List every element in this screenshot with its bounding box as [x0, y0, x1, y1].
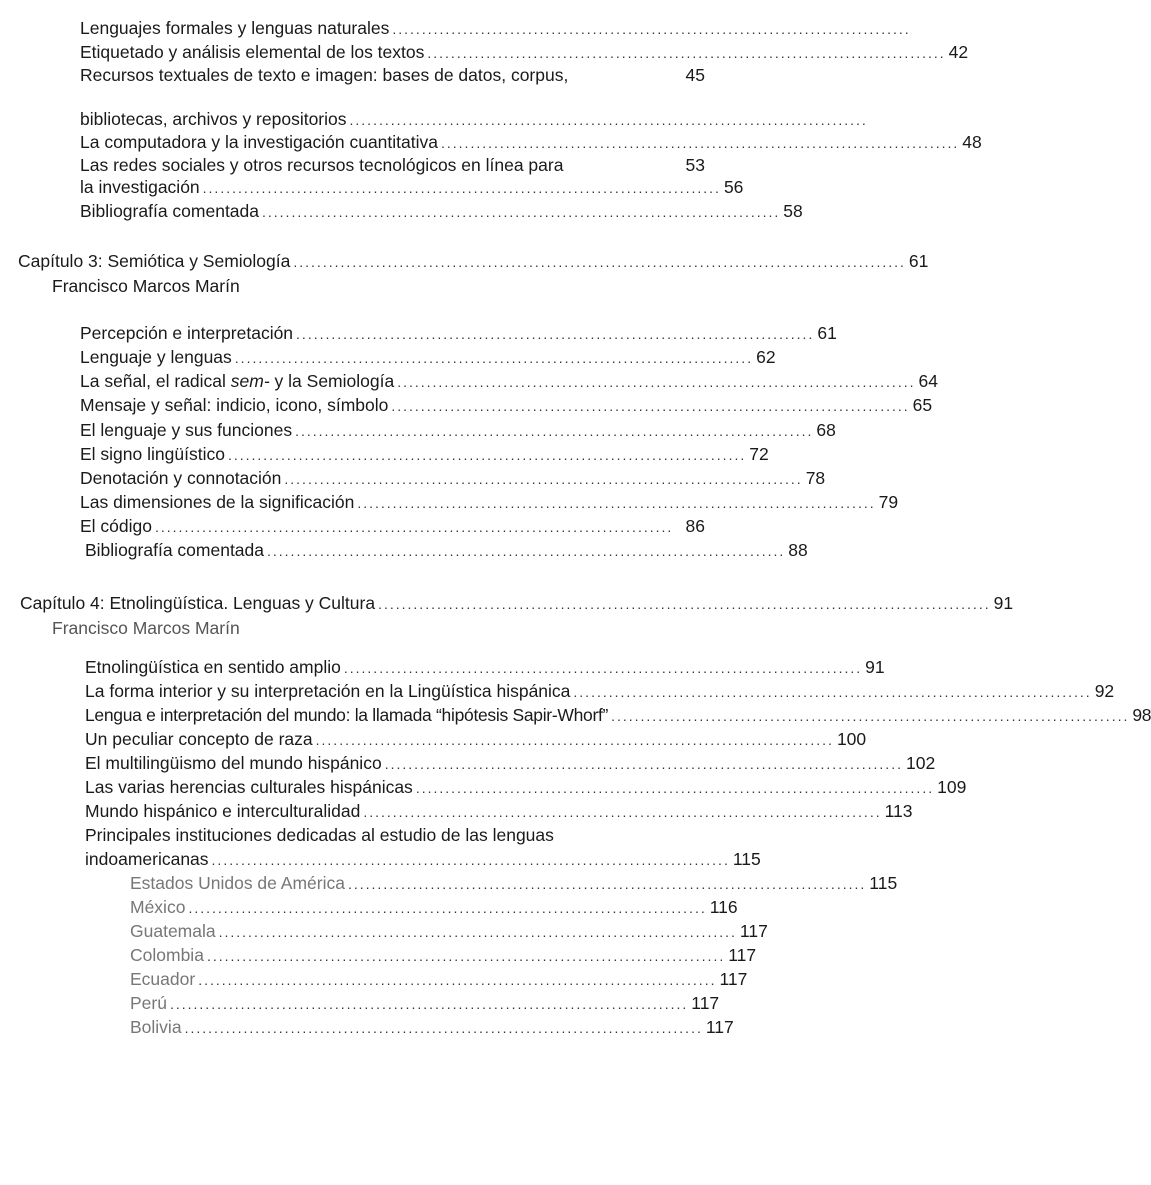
toc-entry-title: indoamericanas — [85, 849, 209, 869]
toc-entry-page: 113 — [884, 801, 913, 821]
toc-subentry — [130, 872, 898, 895]
toc-entry — [85, 800, 913, 823]
toc-entry-page: 53 — [685, 155, 705, 175]
toc-subentry-title: Estados Unidos de América — [130, 873, 345, 893]
toc-subentry-title: Guatemala — [130, 921, 216, 941]
toc-entry-page: 65 — [912, 395, 933, 415]
toc-entry — [80, 419, 836, 442]
toc-subentry-page: 117 — [719, 969, 748, 989]
toc-subentry-title: Perú — [130, 993, 167, 1013]
toc-subentry-title: Colombia — [130, 945, 204, 965]
toc-entry-page: 109 — [937, 777, 967, 797]
toc-entry-page: 72 — [749, 444, 769, 464]
toc-subentry-page: 115 — [869, 873, 898, 893]
toc-entry-title: Las varias herencias culturales hispánicas — [85, 777, 413, 797]
leader-dots: ........................................................................................ — [415, 780, 935, 796]
toc-entry-page: 115 — [732, 849, 761, 869]
leader-dots: ........................................................................................ — [392, 21, 911, 37]
toc-entry-page: 100 — [836, 729, 867, 749]
leader-dots: ........................................................................................ — [384, 756, 903, 772]
toc-subentry-title: México — [130, 897, 186, 917]
toc-entry — [85, 728, 867, 751]
toc-entry — [85, 704, 1151, 727]
toc-entry — [80, 131, 982, 154]
leader-dots: ........................................................................................................ — [378, 596, 991, 612]
toc-entry-page: 92 — [1094, 681, 1115, 701]
toc-entry-page: 88 — [788, 540, 808, 560]
toc-entry-page: 45 — [685, 65, 705, 85]
chapter-author: Francisco Marcos Marín — [52, 276, 240, 296]
leader-dots: ........................................................................................ — [206, 948, 726, 964]
toc-subentry — [130, 1016, 734, 1039]
toc-entry-title: Recursos textuales de texto e imagen: bases de datos, corpus, — [80, 65, 569, 85]
toc-entry-title: Percepción e interpretación — [80, 323, 294, 343]
leader-dots: ........................................................................................ — [611, 708, 1130, 724]
toc-entry-page: 61 — [817, 323, 837, 343]
toc-entry-title: Un peculiar concepto de raza — [85, 729, 313, 749]
leader-dots: ........................................................................................ — [357, 495, 876, 511]
chapter-title: Capítulo 3: Semiótica y Semiología — [18, 251, 291, 271]
toc-subentry — [130, 968, 748, 991]
toc-entry — [80, 346, 776, 369]
toc-entry-page: 62 — [756, 347, 776, 367]
toc-entry — [80, 394, 933, 417]
toc-entry — [85, 539, 808, 562]
leader-dots: ........................................................................................ — [347, 876, 867, 892]
toc-entry — [80, 515, 705, 538]
toc-entry-title: la investigación — [80, 177, 200, 197]
toc-entry — [80, 17, 911, 40]
toc-entry — [80, 322, 837, 345]
toc-entry — [85, 752, 936, 775]
leader-dots: ........................................................................................ — [211, 852, 730, 868]
toc-entry-title: La señal, el radical sem- y la Semiología — [80, 371, 395, 391]
toc-subentry-page: 117 — [739, 921, 768, 941]
toc-entry-title: El signo lingüístico — [80, 444, 225, 464]
leader-dots: ........................................................................................ — [391, 398, 910, 414]
toc-entry-page: 64 — [918, 371, 938, 391]
toc-entry-page: 91 — [865, 657, 885, 677]
toc-entry-title: Lenguajes formales y lenguas naturales — [80, 18, 390, 38]
toc-entry-title: Principales instituciones dedicadas al estudio de las lenguas — [85, 825, 554, 845]
toc-entry-page: 79 — [878, 492, 899, 512]
toc-entry-page: 78 — [805, 468, 826, 488]
leader-dots: ........................................................................................ — [262, 204, 781, 220]
leader-dots: ........................................................................................ — [169, 996, 689, 1012]
toc-entry — [80, 64, 705, 87]
toc-entry — [80, 370, 938, 393]
chapter-author: Francisco Marcos Marín — [52, 618, 240, 638]
toc-entry-title: Las dimensiones de la significación — [80, 492, 355, 512]
toc-entry — [80, 108, 868, 131]
toc-entry-page: 102 — [905, 753, 936, 773]
toc-entry — [80, 467, 826, 490]
toc-subentry-page: 117 — [691, 993, 720, 1013]
toc-entry — [85, 776, 967, 799]
chapter-heading — [18, 250, 929, 273]
toc-entry-page: 86 — [685, 516, 705, 536]
toc-entry-title: Bibliografía comentada — [80, 201, 259, 221]
leader-dots: ........................................................................................ — [343, 660, 863, 676]
toc-entry — [85, 848, 761, 871]
toc-subentry — [130, 992, 720, 1015]
toc-entry-page: 58 — [783, 201, 803, 221]
toc-entry-page: 56 — [723, 177, 744, 197]
leader-dots: ........................................................................................ — [441, 135, 960, 151]
toc-subentry-title: Ecuador — [130, 969, 196, 989]
toc-subentry-page: 117 — [705, 1017, 734, 1037]
leader-dots: ........................................................................................ — [296, 326, 815, 342]
toc-entry — [80, 176, 744, 199]
toc-entry-page: 48 — [962, 132, 982, 152]
chapter-heading — [20, 592, 1014, 615]
toc-entry-title: Las redes sociales y otros recursos tecnológicos en línea para — [80, 155, 564, 175]
leader-dots: ........................................................................................ — [155, 519, 674, 535]
toc-subentry-page: 117 — [728, 945, 757, 965]
toc-subentry-page: 116 — [709, 897, 738, 917]
leader-dots: ........................................................................................................ — [293, 254, 906, 270]
toc-entry-title: La forma interior y su interpretación en la Lingüística hispánica — [85, 681, 571, 701]
chapter-page: 61 — [908, 251, 929, 271]
toc-subentry — [130, 896, 738, 919]
toc-entry — [80, 491, 899, 514]
toc-entry-title: El lenguaje y sus funciones — [80, 420, 293, 440]
leader-dots: ........................................................................................ — [198, 972, 717, 988]
toc-subentry-title: Bolivia — [130, 1017, 182, 1037]
leader-dots: ........................................................................................ — [267, 543, 786, 559]
leader-dots: ........................................................................................ — [397, 374, 916, 390]
toc-entry — [80, 200, 803, 223]
toc-entry — [80, 41, 969, 64]
toc-entry-title: La computadora y la investigación cuantitativa — [80, 132, 438, 152]
toc-entry-title: Etnolingüística en sentido amplio — [85, 657, 341, 677]
leader-dots: ........................................................................................ — [184, 1020, 703, 1036]
toc-entry-page: 42 — [948, 42, 969, 62]
toc-entry-title: Mundo hispánico e interculturalidad — [85, 801, 361, 821]
leader-dots: ........................................................................................ — [227, 447, 747, 463]
toc-entry-title: El código — [80, 516, 152, 536]
toc-entry-title: Lengua e interpretación del mundo: la llamada “hipótesis Sapir-Whorf” — [85, 705, 609, 725]
toc-entry-page: 98 — [1132, 705, 1151, 725]
toc-subentry — [130, 944, 757, 967]
leader-dots: ........................................................................................ — [218, 924, 737, 940]
leader-dots: ........................................................................................ — [234, 350, 754, 366]
leader-dots: ........................................................................................ — [284, 471, 803, 487]
leader-dots: ........................................................................................ — [349, 112, 868, 128]
toc-entry — [85, 680, 1115, 703]
leader-dots: ........................................................................................ — [295, 423, 814, 439]
toc-entry-title: El multilingüismo del mundo hispánico — [85, 753, 382, 773]
toc-entry-title: Mensaje y señal: indicio, icono, símbolo — [80, 395, 389, 415]
toc-entry — [80, 443, 769, 466]
toc-entry — [85, 656, 885, 679]
chapter-title: Capítulo 4: Etnolingüística. Lenguas y Cultura — [20, 593, 376, 613]
leader-dots: ........................................................................................ — [188, 900, 707, 916]
leader-dots: ........................................................................................ — [573, 684, 1092, 700]
toc-subentry — [130, 920, 768, 943]
toc-entry-title: Lenguaje y lenguas — [80, 347, 232, 367]
toc-entry-title: Bibliografía comentada — [85, 540, 264, 560]
toc-entry-title: Denotación y connotación — [80, 468, 282, 488]
leader-dots: ........................................................................................ — [202, 180, 721, 196]
chapter-page: 91 — [993, 593, 1014, 613]
toc-entry-title: bibliotecas, archivos y repositorios — [80, 109, 347, 129]
toc-entry-title: Etiquetado y análisis elemental de los textos — [80, 42, 425, 62]
toc-entry-page: 68 — [816, 420, 836, 440]
leader-dots: ........................................................................................ — [427, 45, 946, 61]
leader-dots: ........................................................................................ — [315, 732, 834, 748]
leader-dots: ........................................................................................ — [363, 804, 882, 820]
toc-entry — [80, 154, 705, 177]
